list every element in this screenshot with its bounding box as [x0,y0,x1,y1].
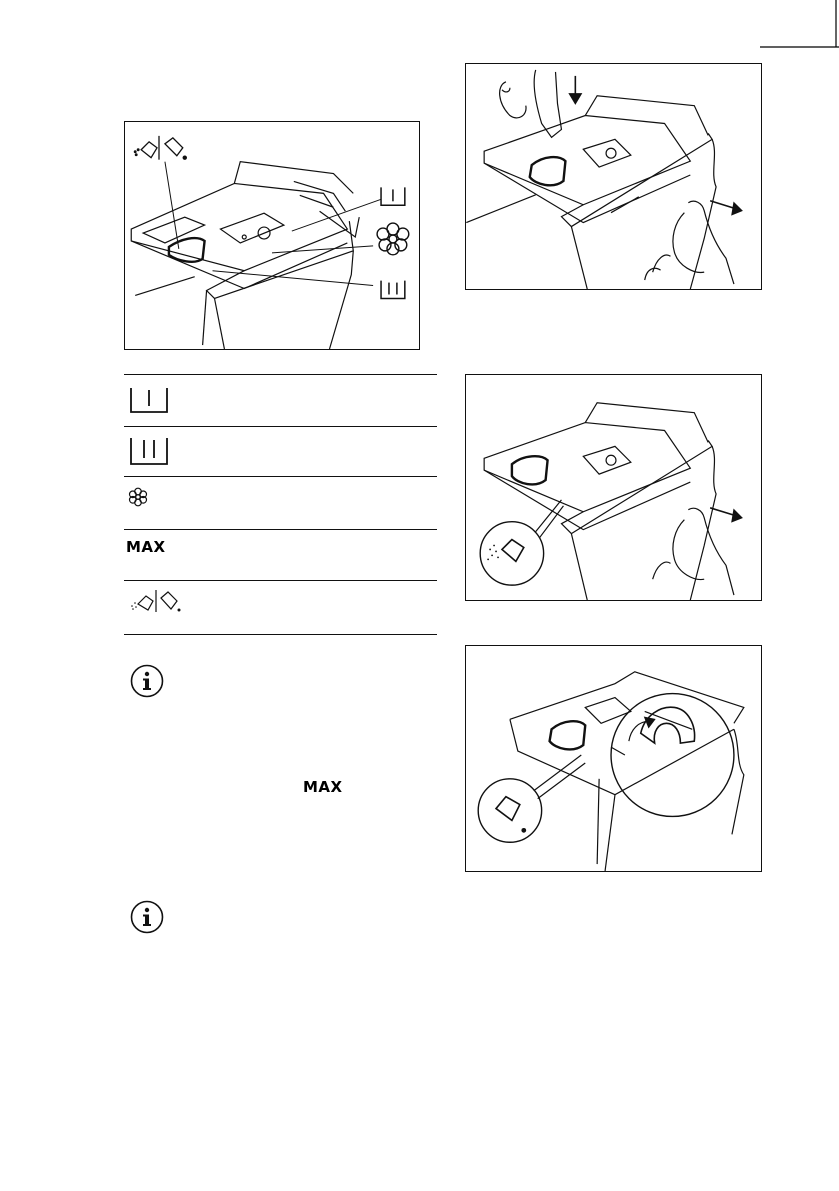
corner-crop-mark [760,0,839,50]
note-max-inline: MAX [303,778,343,796]
dispenser-overview-figure [124,121,420,350]
dispenser-drawer-drawing [125,122,419,349]
softener-flower-icon [128,487,148,507]
prewash-compartment-icon [128,386,170,414]
pull-out-dispenser-figure [465,63,762,290]
info-icon [130,900,164,934]
mainwash-compartment-icon [128,436,170,466]
softener-flower-icon [377,223,409,255]
mainwash-compartment-icon [381,281,405,299]
legend-row-mainwash [128,436,170,466]
legend-rule-2 [124,476,437,477]
prewash-compartment-icon [381,187,405,205]
powder-detergent-drawing [466,375,761,600]
max-level-mark: MAX [126,538,166,556]
legend-rule-3 [124,529,437,530]
powder-liquid-detergent-icon [128,586,188,614]
liquid-detergent-flap-figure [465,645,762,872]
pull-out-drawing [466,64,761,289]
legend-top-rule [124,374,437,375]
legend-row-prewash [128,386,170,414]
legend-rule-4 [124,580,437,581]
legend-rule-1 [124,426,437,427]
legend-bottom-rule [124,634,437,635]
powder-liquid-detergent-icon [134,136,186,160]
legend-row-powder-liquid [128,586,188,614]
powder-detergent-figure [465,374,762,601]
legend-row-softener [128,487,148,507]
info-icon [130,664,164,698]
liquid-detergent-drawing [466,646,761,871]
